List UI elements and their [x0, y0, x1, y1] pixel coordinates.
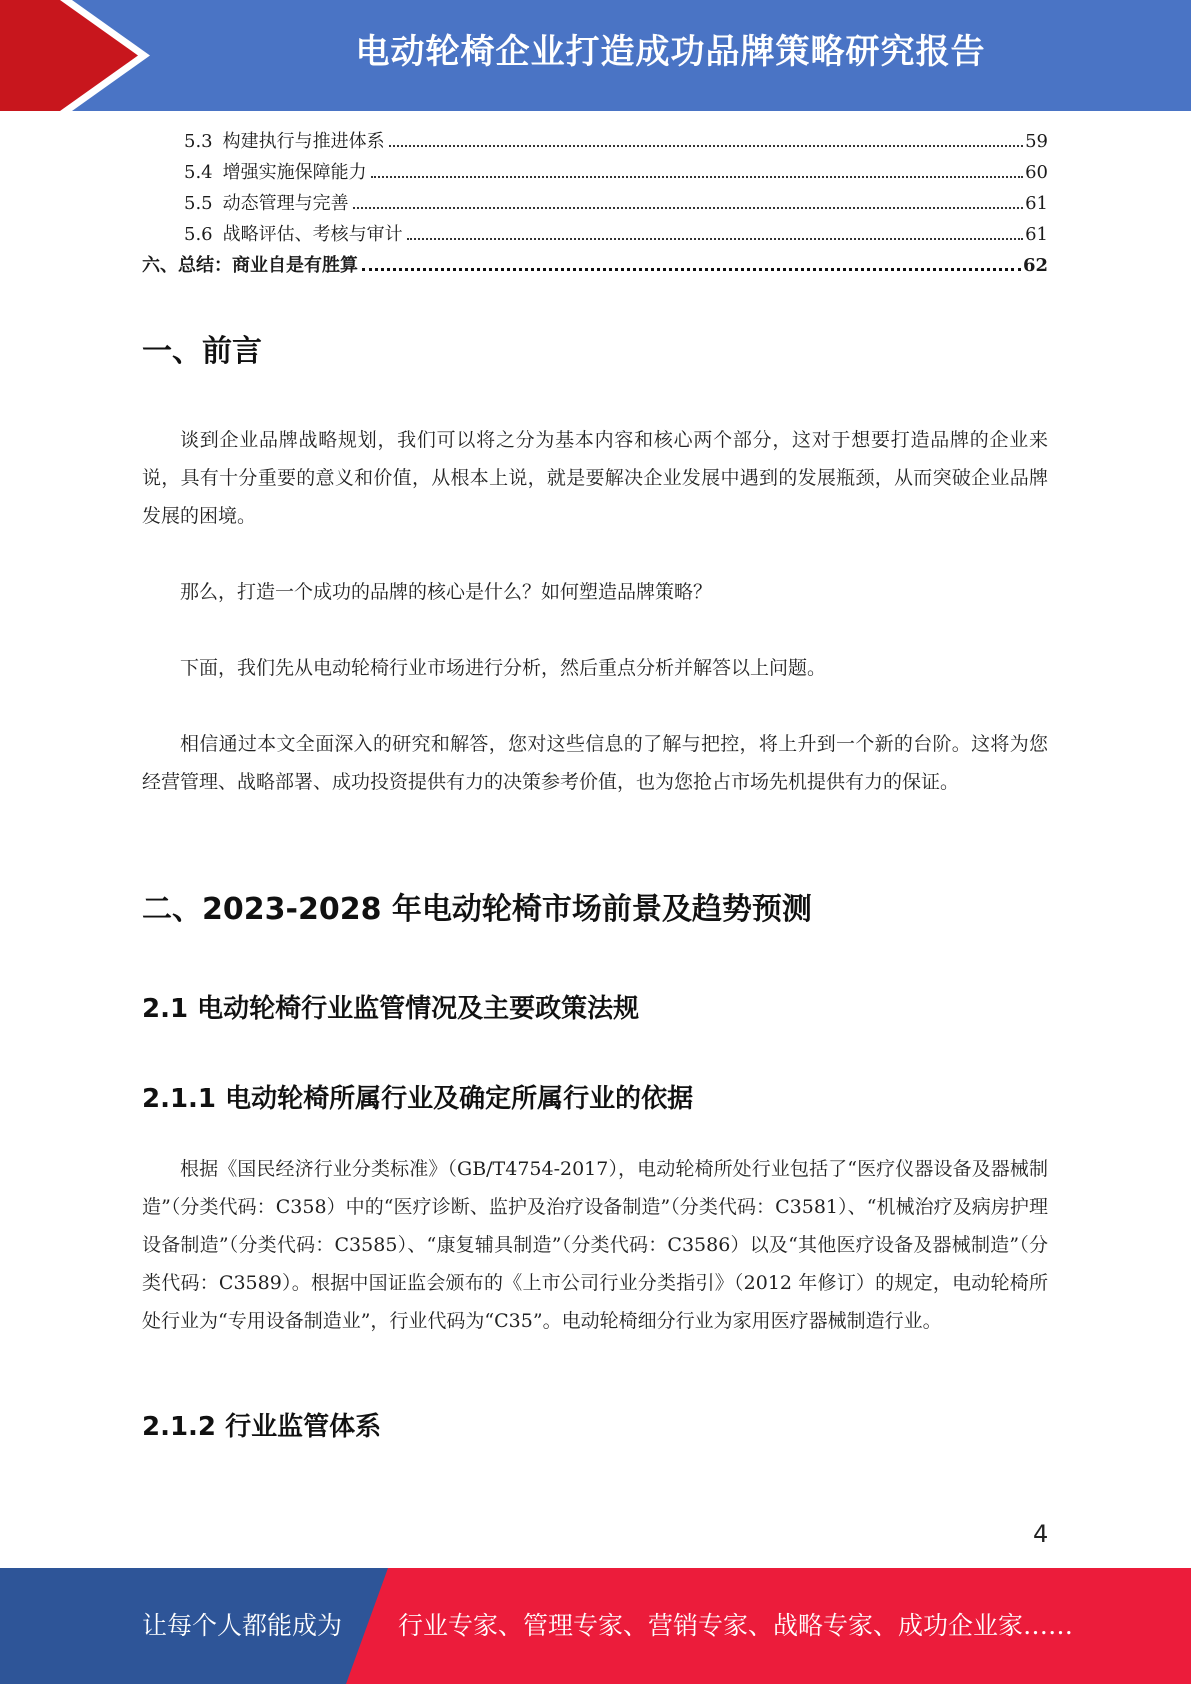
toc-entry[interactable]	[142, 157, 1048, 188]
toc-entry-number: 5.3	[184, 131, 213, 152]
table-of-contents	[142, 126, 1048, 281]
toc-entry-chapter[interactable]	[142, 250, 1048, 281]
section-heading-market-outlook: 二、2023-2028 年电动轮椅市场前景及趋势预测	[142, 892, 812, 927]
toc-entry-title: 构建执行与推进体系	[222, 131, 385, 152]
toc-entry-page: 59	[1025, 131, 1048, 152]
footer-banner	[0, 1568, 1191, 1684]
toc-entry-title: 六、总结：商业自是有胜算	[142, 255, 358, 276]
header-banner	[0, 0, 1191, 111]
subsection-heading: 2.1.1 电动轮椅所属行业及确定所属行业的依据	[142, 1084, 694, 1114]
paragraph: 谈到企业品牌战略规划，我们可以将之分为基本内容和核心两个部分，这对于想要打造品牌的企业来说，具有十分重要的意义和价值，从根本上说，就是要解决企业发展中遇到的发展瓶颈，从而突破企业品牌发展的困境。	[142, 429, 1048, 527]
paragraph: 相信通过本文全面深入的研究和解答，您对这些信息的了解与把控，将上升到一个新的台阶。这将为您经营管理、战略部署、成功投资提供有力的决策参考价值，也为您抢占市场先机提供有力的保证。	[142, 733, 1048, 793]
toc-entry-page: 62	[1022, 255, 1048, 276]
toc-entry-title: 增强实施保障能力	[222, 162, 367, 183]
toc-leader	[353, 207, 1023, 209]
toc-entry-title: 战略评估、考核与审计	[222, 224, 403, 245]
subsection-heading: 2.1.2 行业监管体系	[142, 1412, 382, 1442]
toc-entry[interactable]	[142, 188, 1048, 219]
toc-leader	[371, 176, 1023, 178]
paragraph: 下面，我们先从电动轮椅行业市场进行分析，然后重点分析并解答以上问题。	[180, 657, 827, 679]
section-heading-preface: 一、前言	[142, 334, 262, 369]
toc-leader	[362, 268, 1021, 271]
page-number: 4	[1033, 1520, 1049, 1548]
toc-entry-number: 5.5	[184, 193, 213, 214]
paragraph: 根据《国民经济行业分类标准》（GB/T4754-2017），电动轮椅所处行业包括了“医疗仪器设备及器械制造”（分类代码：C358）中的“医疗诊断、监护及治疗设备制造”（分类代码：C3581）、“机械治疗及病房护理设备制造”（分类代码：C3585）、“康复辅具制造”（分类代码：C3586）以及“其他医疗设备及器械制造”（分类代码：C3589）。根据中国证监会颁布的《上市公司行业分类指引》（2012 年修订）的规定，电动轮椅所处行业为“专用设备制造业”，行业代码为“C35”。电动轮椅细分行业为家用医疗器械制造行业。	[142, 1158, 1048, 1332]
toc-entry-page: 60	[1025, 162, 1048, 183]
page-content	[142, 126, 1048, 1442]
toc-entry[interactable]	[142, 126, 1048, 157]
toc-entry-page: 61	[1025, 224, 1048, 245]
header-arrow-decoration	[0, 0, 140, 111]
toc-entry-title: 动态管理与完善	[222, 193, 349, 214]
toc-entry[interactable]	[142, 219, 1048, 250]
report-title: 电动轮椅企业打造成功品牌策略研究报告	[355, 32, 986, 72]
toc-entry-page: 61	[1025, 193, 1048, 214]
toc-leader	[389, 145, 1023, 147]
subsection-heading: 2.1 电动轮椅行业监管情况及主要政策法规	[142, 994, 640, 1024]
footer-slogan-left: 让每个人都能成为	[142, 1611, 343, 1640]
footer-slogan-right: 行业专家、管理专家、营销专家、战略专家、成功企业家……	[398, 1611, 1074, 1640]
toc-entry-number: 5.4	[184, 162, 213, 183]
paragraph: 那么，打造一个成功的品牌的核心是什么？如何塑造品牌策略？	[180, 581, 713, 603]
toc-leader	[407, 238, 1023, 240]
toc-entry-number: 5.6	[184, 224, 213, 245]
